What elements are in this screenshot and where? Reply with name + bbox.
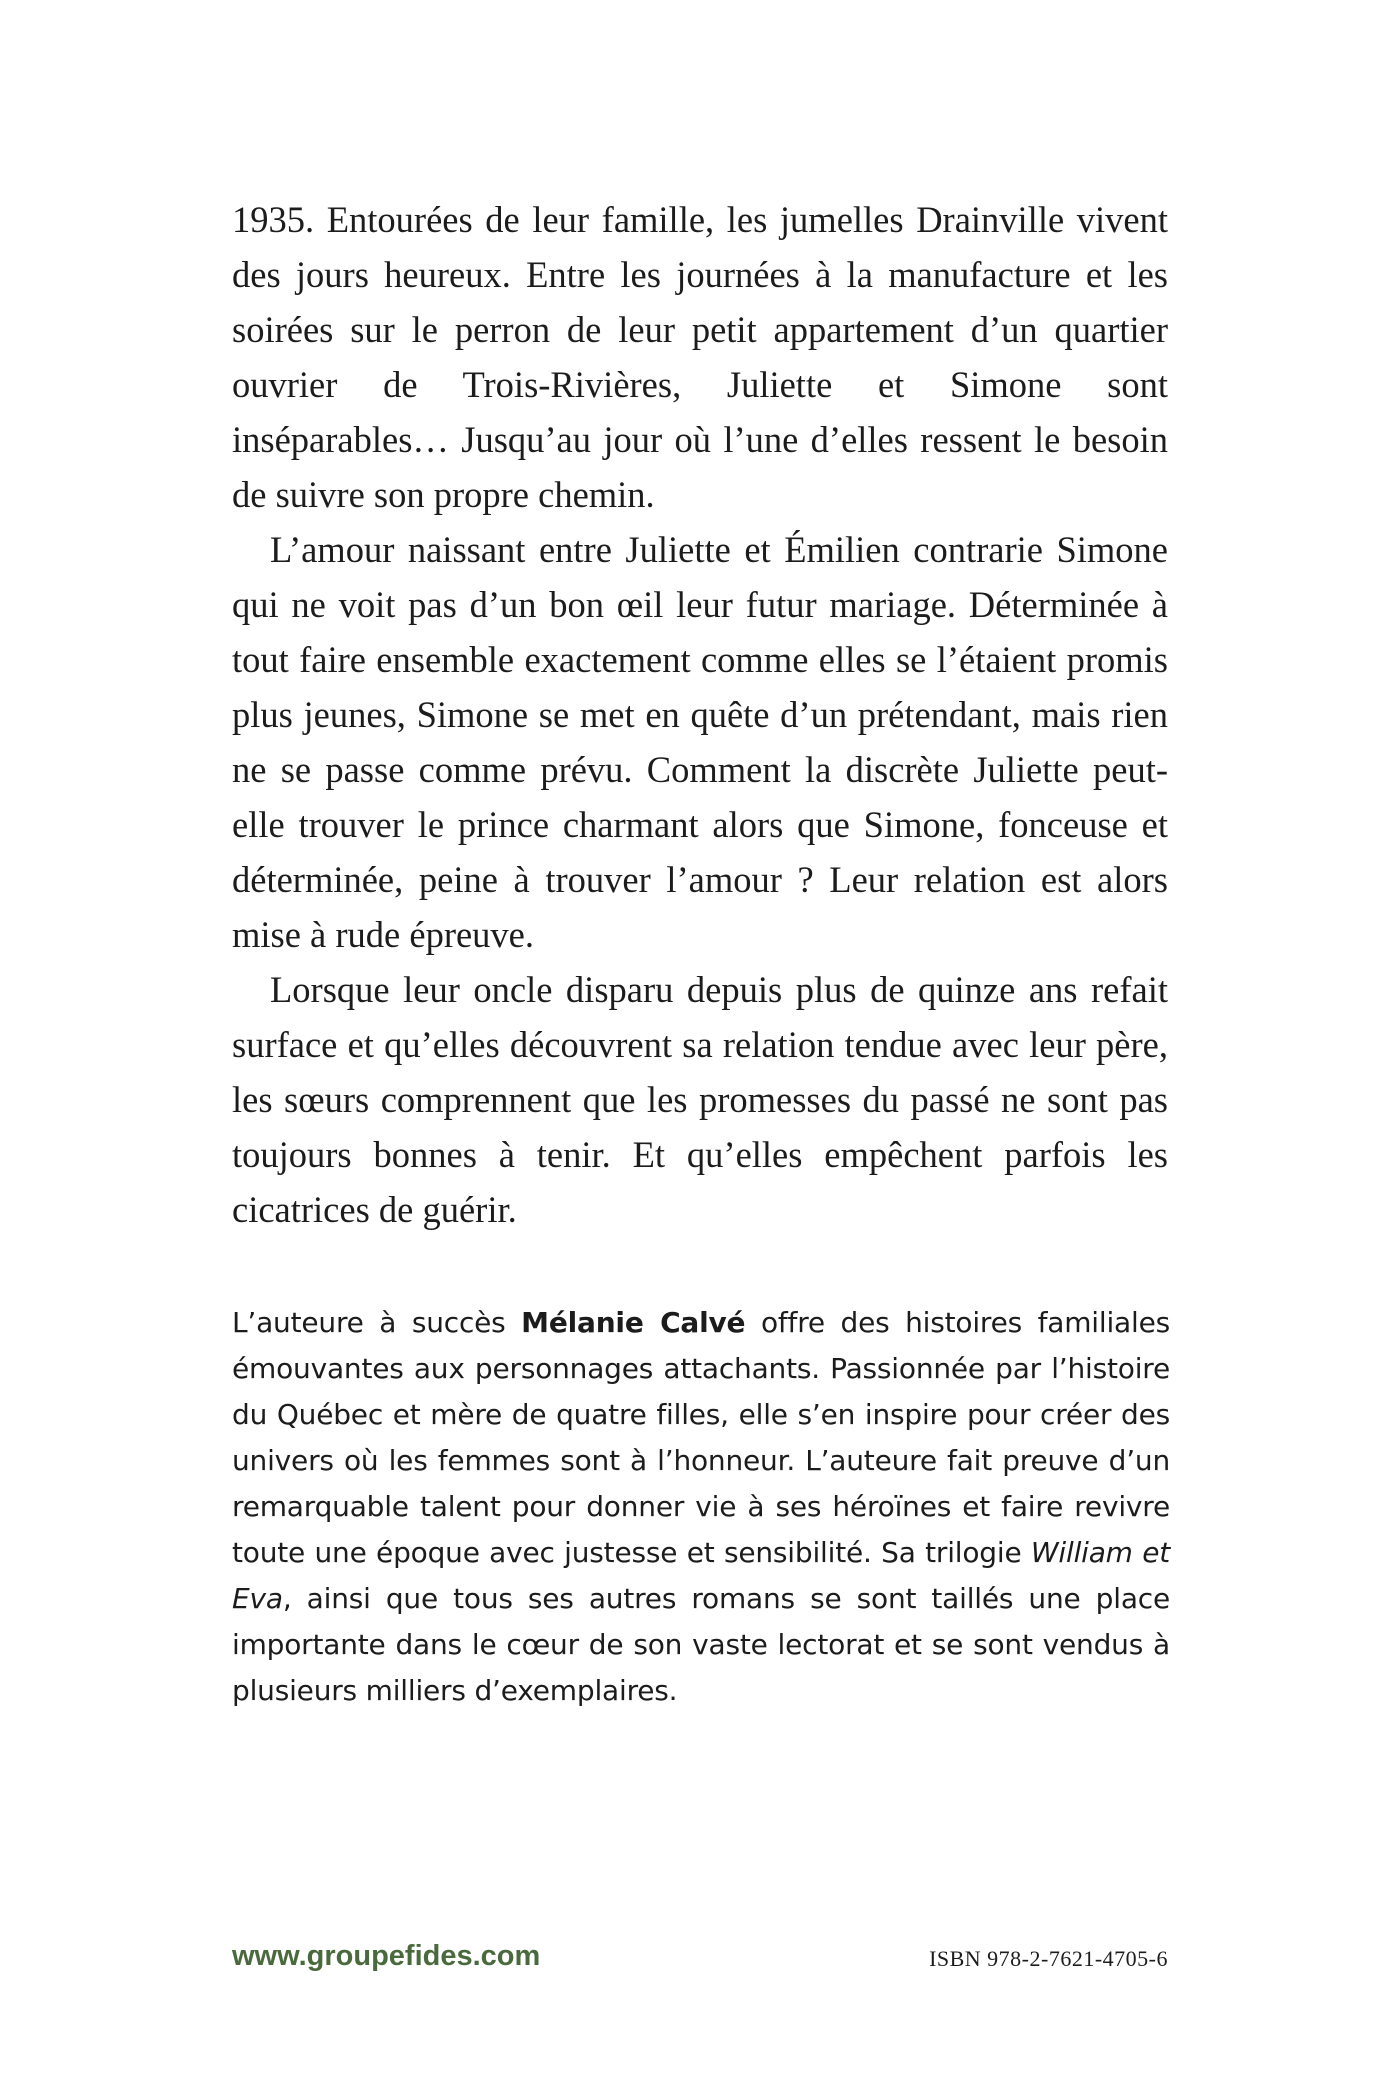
book-blurb bbox=[232, 192, 1168, 1237]
author-bio-paragraph bbox=[232, 1300, 1170, 1714]
blurb-paragraph-1: 1935. Entourées de leur famille, les jumelles Drainville vivent des jours heureux. Entre les journées à la manufacture et les soirées sur le perron de leur petit appartement d’un quartier ouvrier de Trois-Rivières, Juliette et Simone sont inséparables… Jusqu’au jour où l’une d’elles ressent le besoin de suivre son propre chemin. bbox=[232, 199, 1168, 515]
author-bio bbox=[232, 1300, 1170, 1714]
publisher-website[interactable]: www.groupefides.com bbox=[232, 1940, 541, 1972]
blurb-paragraph-2: L’amour naissant entre Juliette et Émilien contrarie Simone qui ne voit pas d’un bon œil leur futur mariage. Déterminée à tout faire ensemble exactement comme elles se l’étaient promis plus jeunes, Simone se met en quête d’un prétendant, mais rien ne se passe comme prévu. Comment la discrète Juliette peut-elle trouver le prince charmant alors que Simone, fonceuse et déterminée, peine à trouver l’amour ? Leur relation est alors mise à rude épreuve. bbox=[232, 529, 1168, 955]
author-name: Mélanie Calvé bbox=[521, 1306, 746, 1339]
author-bio-end: , ainsi que tous ses autres romans se sont taillés une place importante dans le cœur de son vaste lectorat et se sont vendus à plusieurs milliers d’exemplaires. bbox=[232, 1582, 1170, 1707]
author-bio-intro: L’auteure à succès bbox=[232, 1306, 522, 1339]
isbn: ISBN 978-2-7621-4705-6 bbox=[929, 1946, 1168, 1971]
series-title: William et Eva bbox=[232, 1536, 1171, 1615]
author-bio-middle: offre des histoires familiales émouvantes aux personnages attachants. Passionnée par l’histoire du Québec et mère de quatre filles, elle s’en inspire pour créer des univers où les femmes sont à l’honneur. L’auteure fait preuve d’un remarquable talent pour donner vie à ses héroïnes et faire revivre toute une époque avec justesse et sensibilité. Sa trilogie bbox=[232, 1306, 1170, 1569]
blurb-paragraph-3: Lorsque leur oncle disparu depuis plus de quinze ans refait surface et qu’elles découvrent sa relation tendue avec leur père, les sœurs comprennent que les promesses du passé ne sont pas toujours bonnes à tenir. Et qu’elles empêchent parfois les cicatrices de guérir. bbox=[232, 969, 1168, 1230]
